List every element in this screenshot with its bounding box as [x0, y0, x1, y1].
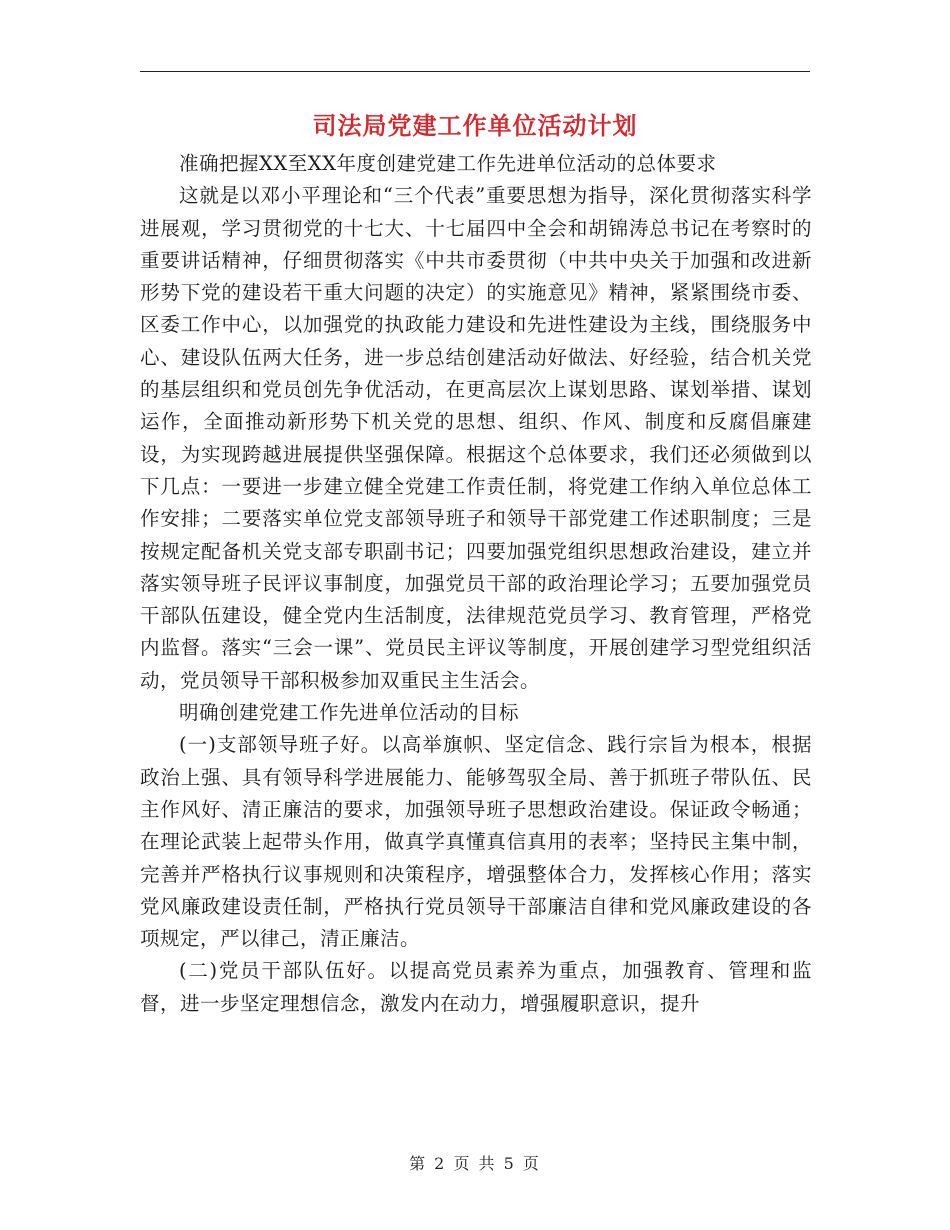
paragraph-goal-1: (一)支部领导班子好。以高举旗帜、坚定信念、践行宗旨为根本，根据政治上强、具有领导科学进展能力、能够驾驭全局、善于抓班子带队伍、民主作风好、清正廉洁的要求，加强领导班子思想政治建设。保证政令畅通；在理论武装上起带头作用，做真学真懂真信真用的表率；坚持民主集中制，完善并严格执行议事规则和决策程序，增强整体合力，发挥核心作用；落实党风廉政建设责任制，严格执行党员领导干部廉洁自律和党风廉政建设的各项规定，严以律己，清正廉洁。: [140, 733, 812, 951]
paragraph-requirements-heading: 准确把握XX至XX年度创建党建工作先进单位活动的总体要求: [179, 152, 717, 175]
paragraph-goals-heading: 明确创建党建工作先进单位活动的目标: [179, 701, 520, 725]
document-title: 司法局党建工作单位活动计划: [312, 112, 638, 140]
document-body: [140, 148, 812, 1020]
paragraph-goal-2: (二)党员干部队伍好。以提高党员素养为重点，加强教育、管理和监督，进一步坚定理想信念，激发内在动力，增强履职意识，提升: [140, 959, 812, 1015]
paragraph-requirements-body: 这就是以邓小平理论和“三个代表”重要思想为指导，深化贯彻落实科学进展观，学习贯彻党的十七大、十七届四中全会和胡锦涛总书记在考察时的重要讲话精神，仔细贯彻落实《中共市委贯彻（中共中央关于加强和改进新形势下党的建设若干重大问题的决定）的实施意见》精神，紧紧围绕市委、区委工作中心，以加强党的执政能力建设和先进性建设为主线，围绕服务中心、建设队伍两大任务，进一步总结创建活动好做法、好经验，结合机关党的基层组织和党员创先争优活动，在更高层次上谋划思路、谋划举措、谋划运作，全面推动新形势下机关党的思想、组织、作风、制度和反腐倡廉建设，为实现跨越进展提供坚强保障。根据这个总体要求，我们还必须做到以下几点：一要进一步建立健全党建工作责任制，将党建工作纳入单位总体工作安排；二要落实单位党支部领导班子和领导干部党建工作述职制度；三是按规定配备机关党支部专职副书记；四要加强党组织思想政治建设，建立并落实领导班子民评议事制度，加强党员干部的政治理论学习；五要加强党员干部队伍建设，健全党内生活制度，法律规范党员学习、教育管理，严格党内监督。落实“三会一课”、党员民主评议等制度，开展创建学习型党组织活动，党员领导干部积极参加双重民主生活会。: [140, 184, 812, 692]
page-number-footer: 第 2 页 共 5 页: [409, 1154, 541, 1173]
header-rule: [140, 71, 810, 72]
